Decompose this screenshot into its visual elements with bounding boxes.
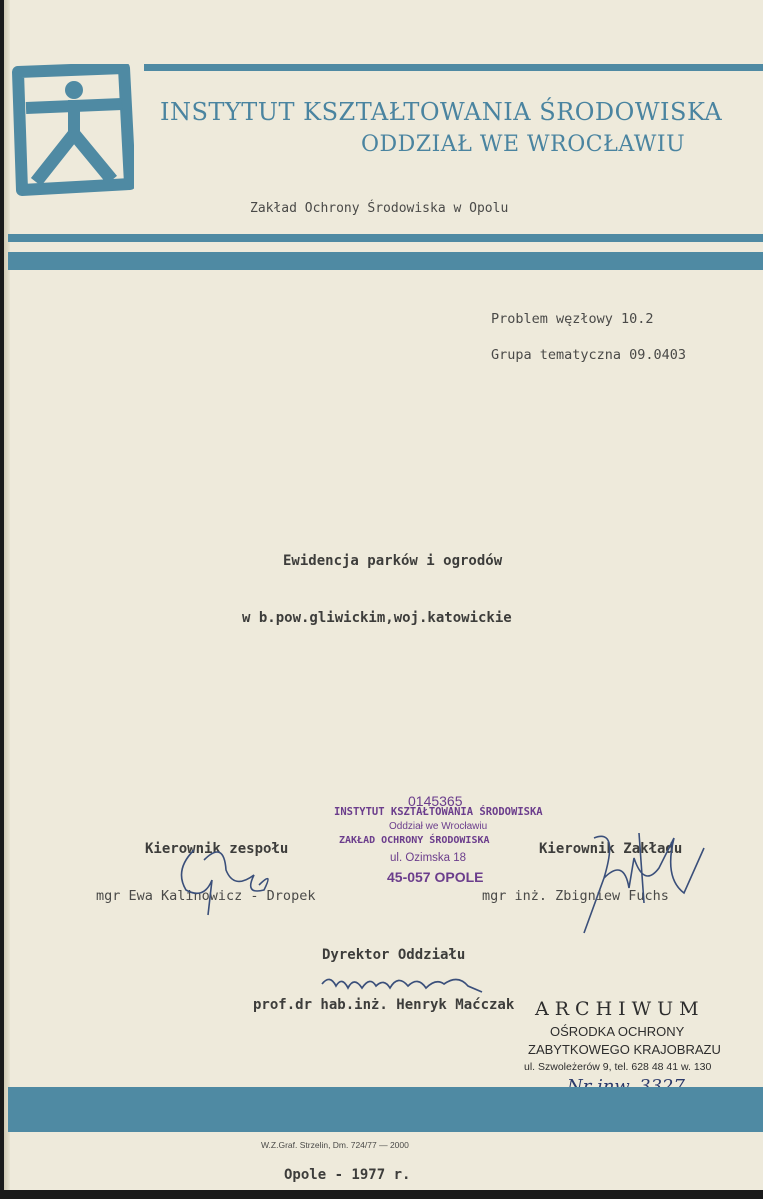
team-leader-role: Kierownik zespołu	[145, 841, 289, 857]
footer-band	[8, 1087, 763, 1132]
archive-title: ARCHIWUM	[535, 998, 705, 1020]
stamp-line4: ul. Ozimska 18	[390, 852, 467, 864]
printer-note: W.Z.Graf. Strzelin, Dm. 724/77 — 2000	[261, 1140, 409, 1150]
stamp-line3: ZAKŁAD OCHRONY ŚRODOWISKA	[339, 835, 490, 846]
stamp-line2: Oddział we Wrocławiu	[389, 821, 488, 832]
page-edge	[4, 0, 10, 1190]
institute-name: INSTYTUT KSZTAŁTOWANIA ŚRODOWISKA	[160, 98, 723, 126]
department-head-name: mgr inż. Zbigniew Fuchs	[482, 888, 669, 904]
stamp-line5: 45-057 OPOLE	[387, 869, 484, 885]
team-leader-signature-icon	[164, 830, 294, 920]
archive-line2: ZABYTKOWEGO KRAJOBRAZU	[528, 1042, 721, 1057]
problem-number: Problem węzłowy 10.2	[491, 311, 654, 327]
document-title-line1: Ewidencja parków i ogrodów	[283, 553, 503, 569]
institute-logo-icon	[12, 64, 134, 196]
rule-lower	[8, 252, 763, 270]
team-leader-name: mgr Ewa Kalinowicz - Dropek	[96, 888, 316, 904]
stamp-number: 0145365	[408, 793, 463, 809]
director-name: prof.dr hab.inż. Henryk Maćczak	[253, 997, 515, 1013]
document-title-line2: w b.pow.gliwickim,woj.katowickie	[242, 610, 512, 626]
place-date: Opole - 1977 r.	[284, 1167, 411, 1183]
director-role: Dyrektor Oddziału	[322, 947, 466, 963]
rule-upper	[8, 234, 763, 242]
department-name: Zakład Ochrony Środowiska w Opolu	[250, 201, 509, 216]
stamp-line1: INSTYTUT KSZTAŁTOWANIA ŚRODOWISKA	[334, 806, 543, 818]
document-page	[4, 0, 763, 1190]
department-head-signature-icon	[564, 818, 714, 938]
branch-name: ODDZIAŁ WE WROCŁAWIU	[361, 132, 686, 157]
archive-line1: OŚRODKA OCHRONY	[550, 1024, 685, 1039]
department-head-role: Kierownik Zakładu	[539, 841, 683, 857]
group-number: Grupa tematyczna 09.0403	[491, 347, 687, 363]
header-rule	[144, 64, 763, 71]
archive-line3: ul. Szwoleżerów 9, tel. 628 48 41 w. 130	[524, 1061, 712, 1073]
